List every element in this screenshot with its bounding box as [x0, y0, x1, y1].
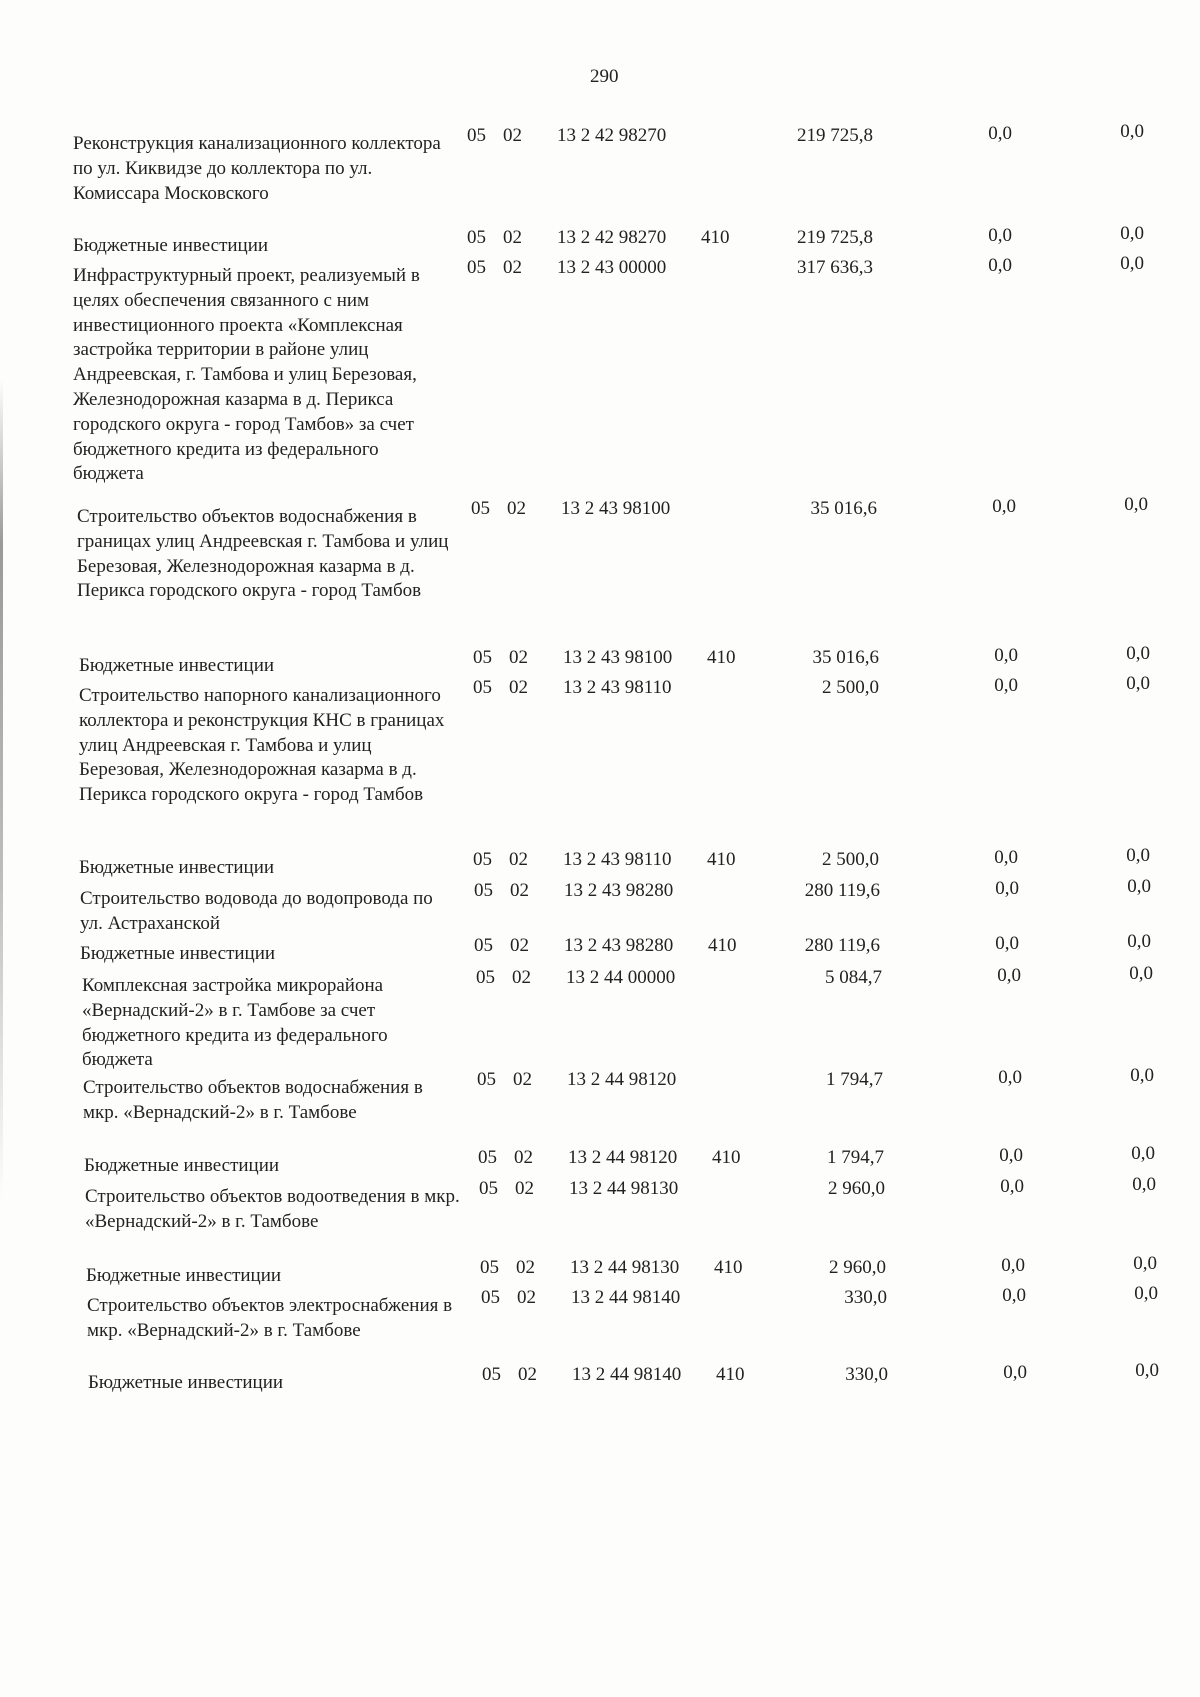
amount-plan-year-2: 0,0 [1120, 223, 1144, 244]
amount-plan-year-2: 0,0 [1131, 1143, 1155, 1164]
item-name: Инфраструктурный проект, реализуемый в целях обеспечения связанного с ним инвестиционного проекта «Комплексная застройка территории в районе улиц Андреевская, г. Тамбова и улиц Березовая, Железнодорожная казарма в д. Перикса городского округа - город Тамбов» за счет бюджетного кредита из федерального бюджета [73, 265, 420, 485]
amount-current-year: 330,0 [845, 1364, 888, 1385]
amount-plan-year-2: 0,0 [1126, 643, 1150, 664]
section-code: 05 [467, 257, 486, 278]
item-name: Реконструкция канализационного коллектора по ул. Киквидзе до коллектора по ул. Комиссара Московского [73, 133, 441, 204]
amount-plan-year-2: 0,0 [1124, 494, 1148, 515]
section-code: 05 [474, 880, 493, 901]
amount-plan-year-1: 0,0 [992, 496, 1016, 517]
amount-plan-year-1: 0,0 [988, 123, 1012, 144]
amount-plan-year-2: 0,0 [1133, 1253, 1157, 1274]
subsection-code: 02 [510, 880, 529, 901]
target-article-code: 13 2 42 98270 [557, 125, 667, 146]
target-article-code: 13 2 44 98140 [572, 1364, 682, 1385]
target-article-code: 13 2 44 98140 [571, 1287, 681, 1308]
subsection-code: 02 [509, 849, 528, 870]
target-article-code: 13 2 43 00000 [557, 257, 667, 278]
target-article-code: 13 2 43 98280 [564, 935, 674, 956]
item-name: Бюджетные инвестиции [88, 1372, 284, 1393]
amount-plan-year-1: 0,0 [999, 1145, 1023, 1166]
item-name: Бюджетные инвестиции [79, 655, 275, 676]
amount-plan-year-2: 0,0 [1134, 1283, 1158, 1304]
amount-plan-year-1: 0,0 [988, 255, 1012, 276]
target-article-code: 13 2 43 98280 [564, 880, 674, 901]
subsection-code: 02 [515, 1178, 534, 1199]
target-article-code: 13 2 44 98130 [570, 1257, 680, 1278]
target-article-code: 13 2 44 98120 [568, 1147, 678, 1168]
expense-type-code: 410 [707, 849, 736, 870]
expense-type-code: 410 [707, 647, 736, 668]
target-article-code: 13 2 44 98130 [569, 1178, 679, 1199]
amount-current-year: 35 016,6 [812, 647, 879, 668]
section-code: 05 [473, 677, 492, 698]
amount-plan-year-1: 0,0 [988, 225, 1012, 246]
amount-plan-year-2: 0,0 [1120, 121, 1144, 142]
amount-plan-year-1: 0,0 [995, 878, 1019, 899]
target-article-code: 13 2 43 98110 [563, 677, 672, 698]
amount-plan-year-2: 0,0 [1127, 876, 1151, 897]
subsection-code: 02 [509, 647, 528, 668]
amount-plan-year-2: 0,0 [1127, 931, 1151, 952]
amount-current-year: 2 960,0 [829, 1257, 886, 1278]
amount-current-year: 1 794,7 [826, 1069, 883, 1090]
item-name: Строительство водовода до водопровода по ул. Астраханской [80, 888, 433, 934]
item-name: Комплексная застройка микрорайона «Вернадский-2» в г. Тамбове за счет бюджетного кредита из федерального бюджета [82, 975, 388, 1071]
amount-plan-year-1: 0,0 [994, 847, 1018, 868]
amount-current-year: 35 016,6 [810, 498, 877, 519]
item-name: Бюджетные инвестиции [86, 1265, 282, 1286]
amount-current-year: 330,0 [844, 1287, 887, 1308]
subsection-code: 02 [512, 967, 531, 988]
amount-current-year: 280 119,6 [804, 935, 880, 956]
section-code: 05 [471, 498, 490, 519]
section-code: 05 [479, 1178, 498, 1199]
amount-current-year: 1 794,7 [827, 1147, 884, 1168]
section-code: 05 [474, 935, 493, 956]
expense-type-code: 410 [714, 1257, 743, 1278]
section-code: 05 [473, 647, 492, 668]
amount-current-year: 2 500,0 [822, 849, 879, 870]
amount-plan-year-1: 0,0 [998, 1067, 1022, 1088]
amount-plan-year-1: 0,0 [994, 645, 1018, 666]
item-name: Бюджетные инвестиции [79, 857, 275, 878]
section-code: 05 [480, 1257, 499, 1278]
item-name: Бюджетные инвестиции [80, 943, 276, 964]
amount-current-year: 219 725,8 [797, 227, 873, 248]
expense-type-code: 410 [708, 935, 737, 956]
amount-plan-year-1: 0,0 [1003, 1362, 1027, 1383]
target-article-code: 13 2 43 98100 [563, 647, 673, 668]
section-code: 05 [481, 1287, 500, 1308]
subsection-code: 02 [513, 1069, 532, 1090]
page-number: 290 [590, 66, 619, 87]
subsection-code: 02 [503, 227, 522, 248]
target-article-code: 13 2 43 98110 [563, 849, 672, 870]
amount-plan-year-2: 0,0 [1120, 253, 1144, 274]
amount-plan-year-1: 0,0 [1000, 1176, 1024, 1197]
section-code: 05 [476, 967, 495, 988]
section-code: 05 [477, 1069, 496, 1090]
item-name: Бюджетные инвестиции [73, 235, 269, 256]
amount-plan-year-2: 0,0 [1126, 845, 1150, 866]
amount-current-year: 317 636,3 [797, 257, 873, 278]
subsection-code: 02 [509, 677, 528, 698]
amount-plan-year-1: 0,0 [994, 675, 1018, 696]
subsection-code: 02 [517, 1287, 536, 1308]
amount-current-year: 5 084,7 [825, 967, 882, 988]
amount-plan-year-2: 0,0 [1126, 673, 1150, 694]
target-article-code: 13 2 44 98120 [567, 1069, 677, 1090]
amount-plan-year-2: 0,0 [1130, 1065, 1154, 1086]
amount-plan-year-1: 0,0 [995, 933, 1019, 954]
amount-plan-year-1: 0,0 [1002, 1285, 1026, 1306]
subsection-code: 02 [514, 1147, 533, 1168]
target-article-code: 13 2 43 98100 [561, 498, 671, 519]
expense-type-code: 410 [712, 1147, 741, 1168]
subsection-code: 02 [510, 935, 529, 956]
target-article-code: 13 2 42 98270 [557, 227, 667, 248]
subsection-code: 02 [503, 125, 522, 146]
amount-current-year: 280 119,6 [804, 880, 880, 901]
amount-plan-year-2: 0,0 [1132, 1174, 1156, 1195]
section-code: 05 [467, 227, 486, 248]
amount-current-year: 219 725,8 [797, 125, 873, 146]
amount-current-year: 2 960,0 [828, 1178, 885, 1199]
section-code: 05 [467, 125, 486, 146]
item-name: Бюджетные инвестиции [84, 1155, 280, 1176]
amount-plan-year-1: 0,0 [997, 965, 1021, 986]
item-name: Строительство объектов водоотведения в мкр. «Вернадский-2» в г. Тамбове [85, 1186, 460, 1232]
section-code: 05 [473, 849, 492, 870]
subsection-code: 02 [503, 257, 522, 278]
amount-plan-year-1: 0,0 [1001, 1255, 1025, 1276]
item-name: Строительство объектов электроснабжения в мкр. «Вернадский-2» в г. Тамбове [87, 1295, 453, 1341]
subsection-code: 02 [516, 1257, 535, 1278]
section-code: 05 [478, 1147, 497, 1168]
amount-plan-year-2: 0,0 [1135, 1360, 1159, 1381]
scan-edge-shadow [0, 380, 3, 1200]
expense-type-code: 410 [701, 227, 730, 248]
item-name: Строительство объектов водоснабжения в мкр. «Вернадский-2» в г. Тамбове [83, 1077, 423, 1123]
subsection-code: 02 [507, 498, 526, 519]
amount-plan-year-2: 0,0 [1129, 963, 1153, 984]
item-name: Строительство напорного канализационного коллектора и реконструкция КНС в границах улиц Андреевская г. Тамбова и улиц Березовая, Железнодорожная казарма в д. Перикса городского округа - город Тамбов [79, 685, 445, 806]
expense-type-code: 410 [716, 1364, 745, 1385]
amount-current-year: 2 500,0 [822, 677, 879, 698]
section-code: 05 [482, 1364, 501, 1385]
subsection-code: 02 [518, 1364, 537, 1385]
target-article-code: 13 2 44 00000 [566, 967, 676, 988]
item-name: Строительство объектов водоснабжения в границах улиц Андреевская г. Тамбова и улиц Березовая, Железнодорожная казарма в д. Перикса городского округа - город Тамбов [77, 506, 449, 602]
